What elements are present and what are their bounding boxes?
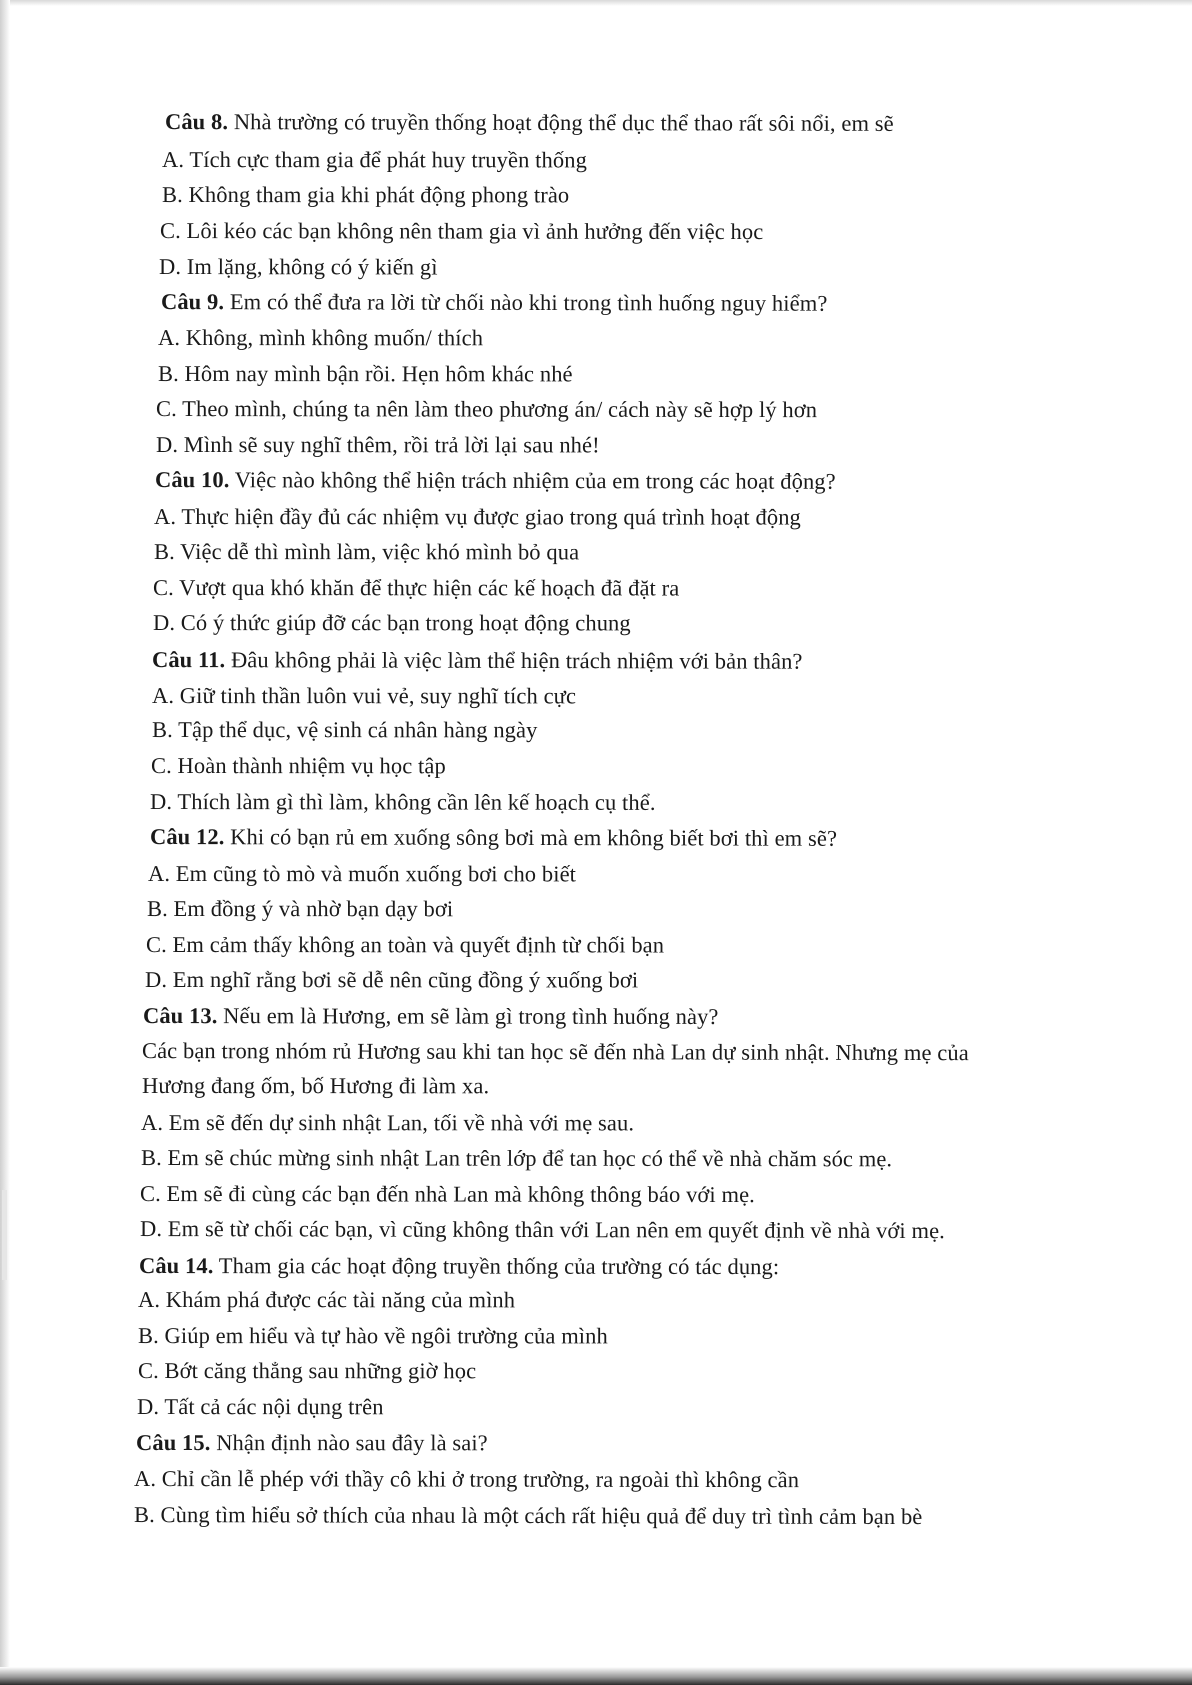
line-text: B. Tập thể dục, vệ sinh cá nhân hàng ngày: [151, 717, 538, 743]
line-text: B. Việc dễ thì mình làm, việc khó mình bỏ qua: [153, 539, 580, 565]
line-text: C. Theo mình, chúng ta nên làm theo phương án/ cách này sẽ hợp lý hơn: [155, 396, 818, 423]
question-number: Câu 9.: [160, 289, 225, 315]
line-text: D. Em nghĩ rằng bơi sẽ dễ nên cũng đồng ý xuống bơi: [144, 967, 639, 993]
answer-line: [158, 324, 483, 352]
line-text: C. Bớt căng thẳng sau những giờ học: [137, 1358, 477, 1384]
line-text: Nhận định nào sau đây là sai?: [210, 1430, 488, 1456]
answer-line: [134, 1501, 922, 1531]
line-text: C. Vượt qua khó khăn để thực hiện các kế hoạch đã đặt ra: [152, 575, 680, 601]
question-line: [152, 646, 803, 676]
answer-line: [150, 788, 656, 817]
line-text: B. Em sẽ chúc mừng sinh nhật Lan trên lớp để tan học có thể về nhà chăm sóc mẹ.: [140, 1145, 893, 1172]
line-text: B. Em đồng ý và nhờ bạn dạy bơi: [146, 896, 454, 922]
answer-line: [134, 1465, 799, 1494]
answer-line: [140, 1215, 945, 1245]
line-text: Hương đang ốm, bố Hương đi làm xa.: [141, 1073, 490, 1099]
answer-line: [159, 253, 438, 281]
line-text: D. Có ý thức giúp đỡ các bạn trong hoạt động chung: [152, 610, 631, 636]
answer-line: [146, 931, 664, 959]
answer-line: [151, 752, 446, 780]
answer-line: [137, 1393, 384, 1421]
line-text: Đâu không phải là việc làm thể hiện trách nhiệm với bản thân?: [225, 647, 803, 674]
answer-line: [138, 1286, 515, 1314]
question-line: [155, 466, 836, 496]
question-number: Câu 10.: [154, 467, 230, 493]
line-text: B. Không tham gia khi phát động phong trào: [161, 182, 570, 208]
line-text: B. Hôm nay mình bận rồi. Hẹn hôm khác nhé: [157, 361, 573, 387]
answer-line: [153, 574, 679, 602]
line-text: Nhà trường có truyền thống hoạt động thể dục thể thao rất sôi nổi, em sẽ: [228, 109, 894, 136]
answer-line: [158, 360, 573, 388]
answer-line: [156, 395, 817, 424]
line-text: Tham gia các hoạt động truyền thống của trường có tác dụng:: [213, 1253, 780, 1280]
line-text: D. Thích làm gì thì làm, không cần lên kế hoạch cụ thể.: [149, 789, 656, 815]
answer-line: [162, 146, 587, 174]
answer-line: [141, 1144, 892, 1173]
answer-line: [154, 503, 801, 532]
question-line: [136, 1429, 488, 1457]
line-text: Các bạn trong nhóm rủ Hương sau khi tan học sẽ đến nhà Lan dự sinh nhật. Nhưng mẹ của: [141, 1038, 969, 1066]
answer-line: [152, 682, 576, 710]
line-text: C. Lôi kéo các bạn không nên tham gia vì ảnh hưởng đến việc học: [159, 218, 764, 245]
line-text: A. Chỉ cần lễ phép với thầy cô khi ở trong trường, ra ngoài thì không cần: [133, 1466, 800, 1493]
line-text: D. Mình sẽ suy nghĩ thêm, rồi trả lời lại sau nhé!: [155, 432, 600, 458]
line-text: Em có thể đưa ra lời từ chối nào khi trong tình huống nguy hiểm?: [224, 289, 828, 316]
question-number: Câu 11.: [151, 647, 226, 673]
line-text: C. Em cảm thấy không an toàn và quyết định từ chối bạn: [145, 932, 665, 958]
answer-line: [148, 860, 576, 888]
answer-line: [138, 1357, 476, 1385]
line-text: D. Em sẽ từ chối các bạn, vì cũng không thân với Lan nên em quyết định về nhà với mẹ.: [139, 1216, 945, 1244]
line-text: A. Giữ tinh thần luôn vui vẻ, suy nghĩ tích cực: [151, 683, 577, 709]
answer-line: [147, 895, 453, 923]
question-line: [165, 108, 894, 138]
line-text: D. Im lặng, không có ý kiến gì: [158, 254, 438, 280]
question-number: Câu 13.: [142, 1003, 218, 1029]
answer-line: [152, 716, 537, 744]
line-text: B. Giúp em hiểu và tự hào về ngôi trường của mình: [137, 1323, 608, 1349]
answer-line: [142, 1072, 489, 1100]
answer-line: [140, 1180, 755, 1209]
answer-line: [156, 431, 600, 459]
line-text: A. Em sẽ đến dự sinh nhật Lan, tối về nhà với mẹ sau.: [140, 1110, 635, 1136]
line-text: B. Cùng tìm hiểu sở thích của nhau là một cách rất hiệu quả để duy trì tình cảm bạn bè: [133, 1502, 923, 1530]
answer-line: [153, 609, 631, 637]
question-line: [150, 823, 837, 853]
question-number: Câu 8.: [164, 109, 229, 135]
answer-line: [138, 1322, 608, 1350]
line-text: A. Thực hiện đầy đủ các nhiệm vụ được giao trong quá trình hoạt động: [153, 504, 801, 530]
line-text: Nếu em là Hương, em sẽ làm gì trong tình huống này?: [217, 1003, 719, 1030]
question-line: [161, 288, 828, 318]
answer-line: [145, 966, 638, 994]
question-number: Câu 12.: [149, 824, 225, 850]
question-number: Câu 14.: [138, 1253, 214, 1279]
line-text: C. Hoàn thành nhiệm vụ học tập: [150, 753, 446, 779]
question-line: [143, 1002, 719, 1031]
question-line: [139, 1252, 779, 1281]
answer-line: [160, 217, 763, 246]
line-text: A. Em cũng tò mò và muốn xuống bơi cho biết: [147, 861, 577, 887]
question-number: Câu 15.: [135, 1430, 211, 1456]
line-text: C. Em sẽ đi cùng các bạn đến nhà Lan mà không thông báo với mẹ.: [139, 1181, 755, 1208]
line-text: A. Khám phá được các tài năng của mình: [137, 1287, 516, 1313]
answer-line: [142, 1037, 969, 1067]
line-text: A. Không, mình không muốn/ thích: [157, 325, 484, 351]
answer-line: [141, 1109, 634, 1137]
line-text: Khi có bạn rủ em xuống sông bơi mà em không biết bơi thì em sẽ?: [224, 824, 838, 851]
line-text: A. Tích cực tham gia để phát huy truyền thống: [161, 147, 587, 173]
line-text: Việc nào không thể hiện trách nhiệm của em trong các hoạt động?: [229, 467, 836, 494]
line-text: D. Tất cả các nội dụng trên: [136, 1394, 384, 1420]
answer-line: [154, 538, 579, 566]
answer-line: [162, 181, 569, 209]
